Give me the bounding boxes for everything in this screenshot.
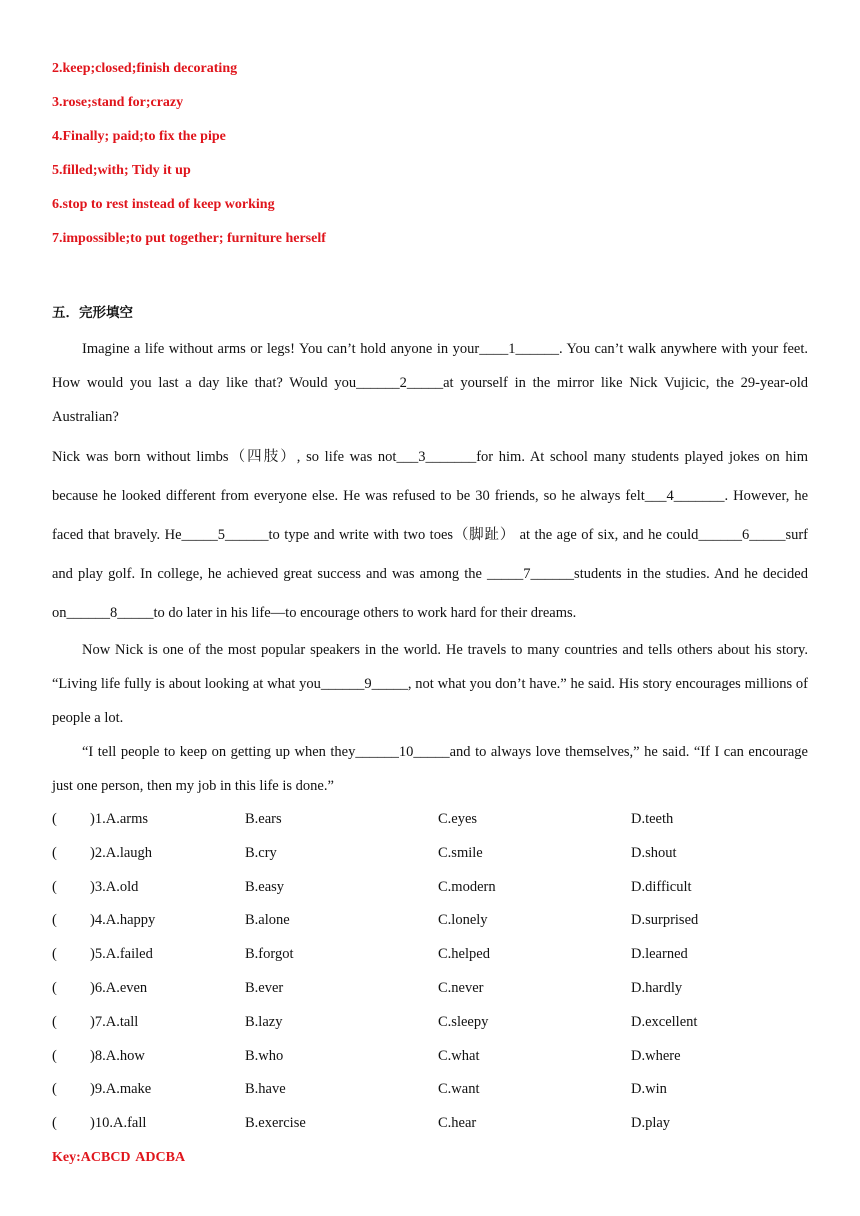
- answer-paren-close: ): [90, 1115, 95, 1132]
- blank-7: _____7______: [487, 566, 575, 582]
- passage-text: “I tell people to keep on getting up when they: [82, 744, 356, 760]
- answer-paren: (: [52, 811, 57, 827]
- passage-text: to do later in his life—to encourage others to work hard for their dreams.: [153, 605, 577, 621]
- option-d: D.learned: [631, 946, 688, 963]
- option-c: C.what: [438, 1047, 480, 1064]
- option-d: D.surprised: [631, 912, 699, 929]
- question-row: [52, 803, 808, 837]
- passage-text: . You can’t walk anywhere with your feet. How would you last a day like that? Would you: [52, 341, 809, 391]
- option-b: B.forgot: [245, 946, 294, 963]
- option-b: B.have: [245, 1081, 286, 1098]
- option-a: [52, 938, 245, 972]
- option-d: D.shout: [631, 844, 677, 861]
- option-a: [52, 803, 245, 837]
- answer-paren-close: ): [90, 811, 95, 827]
- option-c: C.smile: [438, 844, 483, 861]
- option-b: B.lazy: [245, 1013, 283, 1030]
- option-d: D.hardly: [631, 979, 683, 996]
- option-a-text: 10.A.fall: [94, 1115, 147, 1132]
- answer-key: Key:ACBCD ADCBA: [52, 1149, 186, 1165]
- option-b: B.alone: [245, 912, 290, 929]
- passage-text: at yourself in the mirror like Nick Vujicic, the 29-year-old Australian?: [52, 375, 808, 425]
- answer-paren-close: ): [90, 979, 95, 996]
- option-b: B.exercise: [245, 1115, 306, 1132]
- answer-line: 5.filled;with; Tidy it up: [52, 163, 191, 178]
- passage-text: and to always love themselves,” he said. “If I can encourage just one person, then my job in this life is done.”: [52, 744, 808, 794]
- option-c: C.sleepy: [438, 1013, 489, 1030]
- option-c: C.hear: [438, 1115, 477, 1132]
- blank-5: _____5______: [181, 527, 269, 543]
- answer-paren: (: [52, 844, 57, 861]
- question-row: [52, 1040, 808, 1074]
- question-row: [52, 837, 808, 871]
- option-a: [52, 837, 245, 871]
- answer-paren-close: ): [90, 1013, 95, 1030]
- answer-paren: (: [52, 1115, 57, 1132]
- passage-text: Nick was born without limbs（四肢）, so life was not: [52, 449, 397, 465]
- blank-9: ______9_____: [320, 676, 408, 692]
- answer-paren-close: ): [90, 1047, 95, 1064]
- passage-text: for him. At school many students played jokes on him because he looked different from everyone else. He was refused to be 30 friends, so he always felt: [52, 449, 808, 504]
- answer-line: 4.Finally; paid;to fix the pipe: [52, 129, 226, 144]
- passage-paragraph-2: [52, 438, 808, 633]
- option-a: [52, 1006, 245, 1040]
- blank-2: ______2_____: [356, 375, 444, 391]
- answer-paren-close: ): [90, 912, 95, 929]
- option-b: B.cry: [245, 844, 277, 861]
- question-row: [52, 1006, 808, 1040]
- passage-text: , not what you don’t have.” he said. His story encourages millions of people a lot.: [52, 676, 808, 726]
- option-b: B.ever: [245, 979, 284, 996]
- option-d: D.win: [631, 1081, 667, 1098]
- option-a: [52, 1107, 245, 1141]
- option-a: [52, 972, 245, 1006]
- answer-line: 6.stop to rest instead of keep working: [52, 197, 275, 212]
- answer-line: 2.keep;closed;finish decorating: [52, 61, 238, 76]
- blank-1: ____1______: [479, 341, 559, 357]
- passage-text: to type and write with two toes（脚趾） at the age of six, and he could: [268, 527, 699, 543]
- option-d: D.difficult: [631, 878, 692, 895]
- option-c: C.lonely: [438, 912, 488, 929]
- document-page: [52, 0, 808, 1175]
- answer-paren: (: [52, 1047, 57, 1064]
- blank-3: ___3_______: [396, 449, 477, 465]
- option-a-text: 2.A.laugh: [94, 844, 153, 861]
- blank-8: ______8_____: [66, 605, 154, 621]
- option-a: [52, 1040, 245, 1074]
- passage-text: surf and play golf. In college, he achieved great success and was among the: [52, 527, 808, 582]
- blank-4: ___4_______: [644, 488, 725, 504]
- option-a-text: 5.A.failed: [94, 946, 153, 963]
- answer-line: 7.impossible;to put together; furniture herself: [52, 231, 326, 246]
- passage-paragraph-4: [52, 735, 808, 803]
- answer-paren-close: ): [90, 878, 95, 895]
- option-a-text: 4.A.happy: [94, 912, 156, 929]
- question-row: [52, 938, 808, 972]
- blank-10: ______10_____: [355, 744, 450, 760]
- answer-list: [52, 52, 808, 256]
- option-a-text: 6.A.even: [94, 979, 148, 996]
- answer-paren: (: [52, 1081, 57, 1098]
- passage-text: Now Nick is one of the most popular speakers in the world. He travels to many countries and tells others about his story. “Living life fully is about looking at what you: [52, 642, 808, 692]
- question-row: [52, 871, 808, 905]
- option-c: C.eyes: [438, 811, 478, 827]
- answer-paren: (: [52, 979, 57, 996]
- option-b: B.who: [245, 1047, 284, 1064]
- option-c: C.never: [438, 979, 484, 996]
- passage-text: . However, he faced that bravely. He: [52, 488, 809, 543]
- answer-paren: (: [52, 912, 57, 929]
- option-d: D.excellent: [631, 1013, 698, 1030]
- question-row: [52, 1107, 808, 1141]
- option-c: C.want: [438, 1081, 480, 1098]
- option-d: D.play: [631, 1115, 671, 1132]
- option-a-text: 9.A.make: [94, 1081, 152, 1098]
- question-row: [52, 1073, 808, 1107]
- option-c: C.modern: [438, 878, 496, 895]
- answer-line: 3.rose;stand for;crazy: [52, 95, 184, 110]
- option-a-text: 3.A.old: [94, 878, 139, 895]
- option-d: D.teeth: [631, 811, 674, 827]
- option-a: [52, 904, 245, 938]
- option-d: D.where: [631, 1047, 681, 1064]
- question-options: [52, 803, 808, 1141]
- question-row: [52, 904, 808, 938]
- option-a-text: 8.A.how: [94, 1047, 145, 1064]
- blank-6: ______6_____: [698, 527, 786, 543]
- answer-paren-close: ): [90, 946, 95, 963]
- option-a: [52, 1073, 245, 1107]
- passage-text: Imagine a life without arms or legs! You can’t hold anyone in your: [82, 341, 480, 357]
- section-title: 五．完形填空: [52, 305, 133, 321]
- answer-paren-close: ): [90, 844, 95, 861]
- answer-paren-close: ): [90, 1081, 95, 1098]
- question-row: [52, 972, 808, 1006]
- answer-paren: (: [52, 946, 57, 963]
- option-c: C.helped: [438, 946, 490, 963]
- option-b: B.easy: [245, 878, 285, 895]
- passage-paragraph-1: [52, 332, 808, 434]
- option-a-text: 1.A.arms: [94, 811, 149, 827]
- option-b: B.ears: [245, 811, 282, 827]
- option-a-text: 7.A.tall: [94, 1013, 139, 1030]
- passage-text: students in the studies. And he decided on: [52, 566, 808, 621]
- option-a: [52, 871, 245, 905]
- answer-paren: (: [52, 1013, 57, 1030]
- answer-paren: (: [52, 878, 57, 895]
- passage-paragraph-3: [52, 633, 808, 735]
